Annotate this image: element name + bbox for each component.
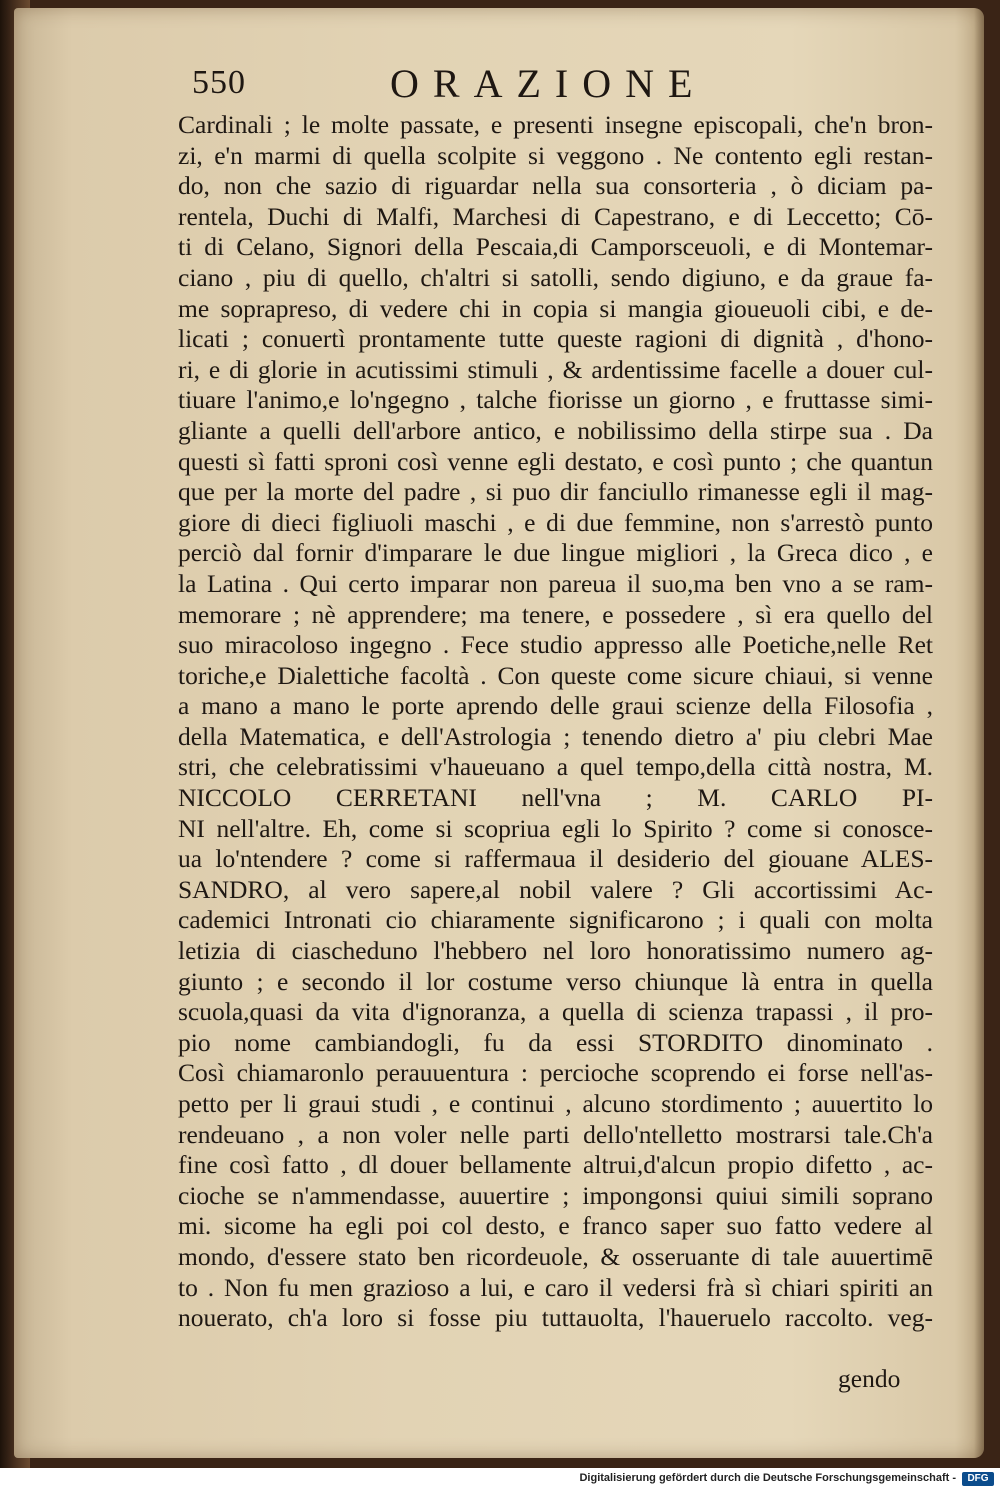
- text-line: giore di dieci figliuoli maschi , e di due femmine, non s'arrestò punto: [178, 507, 933, 537]
- text-line: mi. sicome ha egli poi col desto, e franco saper suo fatto vedere al: [178, 1211, 933, 1241]
- text-line: ti di Celano, Signori della Pescaia,di Camporsceuoli, e di Montemar-: [178, 232, 933, 262]
- text-line: zi, e'n marmi di quella scolpite si veggono . Ne contento egli restan-: [178, 140, 933, 170]
- text-line: gliante a quelli dell'arbore antico, e nobilissimo della stirpe sua . Da: [178, 415, 933, 445]
- text-line: la Latina . Qui certo imparar non pareua il suo,ma ben vno a se ram-: [178, 568, 933, 598]
- page-edge: [974, 8, 984, 1458]
- text-line: licati ; conuertì prontamente tutte queste ragioni di dignità , d'hono-: [178, 324, 933, 354]
- text-line: tiuare l'animo,e lo'ngegno , talche fiorisse un giorno , e fruttasse simi-: [178, 385, 933, 415]
- body-text: [178, 110, 933, 1334]
- text-line: perciò dal fornir d'imparare le due lingue migliori , la Greca dico , e: [178, 538, 933, 568]
- running-head: [192, 60, 752, 110]
- text-line: giunto ; e secondo il lor costume verso chiunque là entra in quella: [178, 966, 933, 996]
- text-line: ciano , piu di quello, ch'altri si satolli, sendo digiuno, e da graue fa-: [178, 262, 933, 292]
- text-line: a mano a mano le porte aprendo delle graui scienze della Filosofia ,: [178, 691, 933, 721]
- funding-credit: Digitalisierung gefördert durch die Deutsche Forschungsgemeinschaft -: [579, 1472, 956, 1484]
- text-line: NICCOLO CERRETANI nell'vna ; M. CARLO PI-: [178, 783, 933, 813]
- text-line: rendeuano , a non voler nelle parti dello'ntelletto mostrarsi tale.Ch'a: [178, 1119, 933, 1149]
- text-line: ua lo'ntendere ? come si raffermaua il desiderio del giouane ALES-: [178, 844, 933, 874]
- text-line: petto per li graui studi , e continui , alcuno stordimento ; auuertito lo: [178, 1089, 933, 1118]
- running-title: ORAZIONE: [390, 61, 707, 106]
- text-line: cioche se n'ammendasse, auuertire ; impongonsi quiui simili soprano: [178, 1180, 933, 1210]
- text-line: suo miracoloso ingegno . Fece studio appresso alle Poetiche,nelle Ret: [178, 630, 933, 660]
- text-line: SANDRO, al vero sapere,al nobil valere ? Gli accortissimi Ac-: [178, 874, 933, 904]
- page-number: 550: [192, 64, 246, 101]
- text-line: toriche,e Dialettiche facoltà . Con queste come sicure chiaui, si venne: [178, 660, 933, 690]
- text-line: cademici Intronati cio chiaramente significarono ; i quali con molta: [178, 905, 933, 935]
- text-line: NI nell'altre. Eh, come si scopriua egli lo Spirito ? come si conosce-: [178, 813, 933, 843]
- text-line: que per la morte del padre , si puo dir fanciullo rimanesse egli il mag-: [178, 477, 933, 507]
- text-line: to . Non fu men grazioso a lui, e caro il vedersi frà sì chiari spiriti an: [178, 1272, 933, 1302]
- text-line: della Matematica, e dell'Astrologia ; tenendo dietro a' piu clebri Mae: [178, 721, 933, 751]
- text-line: memorare ; nè apprendere; ma tenere, e possedere , sì era quello del: [178, 599, 933, 629]
- text-line: nouerato, ch'a loro si fosse piu tuttauolta, l'haueruelo raccolto. veg-: [178, 1303, 933, 1333]
- text-line: Cardinali ; le molte passate, e presenti insegne episcopali, che'n bron-: [178, 110, 933, 139]
- book-page: [14, 8, 984, 1458]
- text-line: scuola,quasi da vita d'ignoranza, a quella di scienza trapassi , il pro-: [178, 997, 933, 1027]
- text-line: fine così fatto , dl douer bellamente altrui,d'alcun propio difetto , ac-: [178, 1150, 933, 1180]
- text-line: ri, e di glorie in acutissimi stimuli , & ardentissime facelle a douer cul-: [178, 354, 933, 384]
- text-line: rentela, Duchi di Malfi, Marchesi di Capestrano, e di Leccetto; Cō-: [178, 201, 933, 231]
- catchword: gendo: [838, 1364, 901, 1393]
- text-line: pio nome cambiandogli, fu da essi STORDITO dinominato .: [178, 1027, 933, 1057]
- text-line: stri, che celebratissimi v'haueuano a quel tempo,della città nostra, M.: [178, 752, 933, 782]
- text-line: letizia di ciascheduno l'hebbero nel loro honoratissimo numero ag-: [178, 936, 933, 966]
- dfg-logo: DFG: [962, 1472, 994, 1486]
- text-line: Così chiamaronlo perauuentura : percioche scoprendo ei forse nell'as-: [178, 1058, 933, 1088]
- text-line: me soprapreso, di vedere chi in copia si mangia gioueuoli cibi, e de-: [178, 293, 933, 323]
- text-line: questi sì fatti sproni così venne egli destato, e così punto ; che quantun: [178, 446, 933, 476]
- text-line: do, non che sazio di riguardar nella sua consorteria , ò diciam pa-: [178, 171, 933, 201]
- footer: [0, 1468, 1000, 1491]
- text-line: mondo, d'essere stato ben ricordeuole, & osseruante di tale auuertimē: [178, 1241, 933, 1271]
